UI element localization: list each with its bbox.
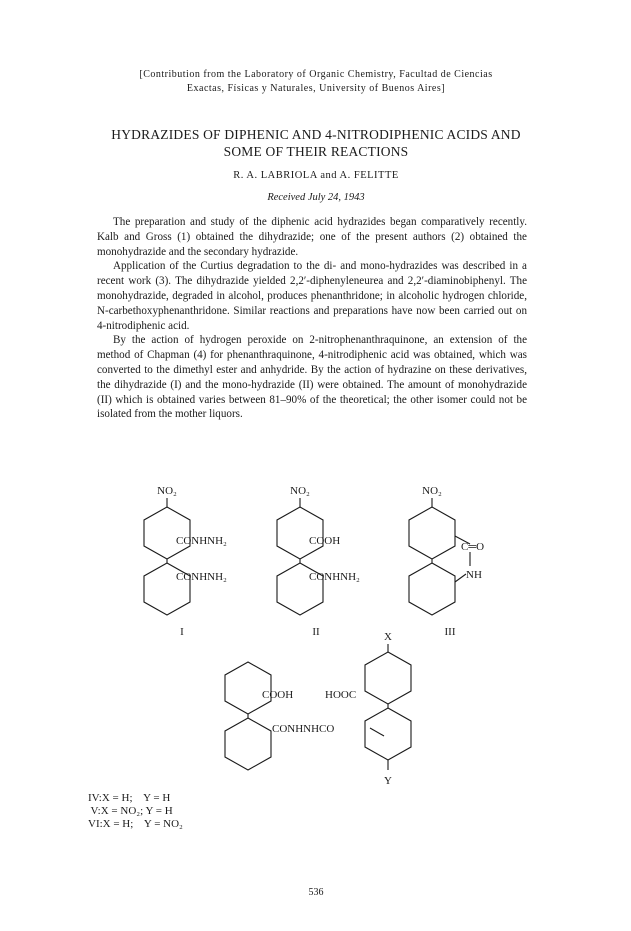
title-line-2: SOME OF THEIR REACTIONS: [223, 144, 409, 159]
structure-II: [277, 485, 360, 638]
structure-II-label: II: [312, 626, 320, 638]
structure-I: [144, 485, 227, 638]
structure-III-ring-top: [409, 507, 455, 559]
structure-IV-cooh: COOH: [262, 689, 294, 701]
structure-IV-x-label: X: [384, 631, 392, 643]
structure-I-label: I: [180, 626, 184, 638]
structure-III-label: III: [444, 626, 456, 638]
chemical-structures: [0, 480, 631, 840]
body-text: [97, 215, 527, 422]
structure-IV-linker: CONHNHCO: [272, 723, 335, 735]
received-date: Received July 24, 1943: [267, 192, 365, 203]
structure-II-ring-top: [277, 507, 323, 559]
legend-row-V: V:X = NO₂; Y = H: [88, 805, 173, 817]
structure-I-sub-upper: CONHNH₂: [176, 535, 227, 547]
structure-II-no2: NO₂: [290, 485, 310, 497]
structure-I-ring-top: [144, 507, 190, 559]
structure-IV-y-label: Y: [384, 775, 392, 787]
structure-I-no2: NO₂: [157, 485, 177, 497]
paragraph-2: Application of the Curtius degradation to the di- and mono-hydrazides was described in a recent work (3). The dihydrazide yielded 2,2′-diphenyleneurea and 2,2′-diaminobiphenyl. The monohydrazide, degraded in alcohol, produces phenanthridone; in alcoholic hydrogen chloride, N-carbethoxyphenanthridone. Similar reactions and preparations have now been carried out on 4-nitrodiphenic acid.: [97, 260, 527, 332]
affiliation-line-2: Exactas, Físicas y Naturales, University of Buenos Aires]: [186, 83, 446, 94]
structure-IV-hooc: HOOC: [325, 689, 357, 701]
page-number: 536: [308, 887, 324, 898]
structure-IV: [225, 631, 411, 787]
legend-row-VI: VI:X = H; Y = NO₂: [88, 818, 183, 830]
title-line-1: HYDRAZIDES OF DIPHENIC AND 4-NITRODIPHENIC ACIDS AND: [111, 127, 521, 142]
affiliation-line-1: [Contribution from the Laboratory of Organic Chemistry, Facultad de Ciencias: [139, 69, 493, 80]
structure-IV-ring-left-bottom: [225, 718, 271, 770]
structure-I-sub-lower: CONHNH₂: [176, 571, 227, 583]
affiliation: [66, 68, 566, 96]
paper-title: [60, 126, 572, 160]
structure-III-carbonyl: C═O: [461, 541, 485, 553]
structure-II-sub-lower: CONHNH₂: [309, 571, 360, 583]
legend-row-IV: IV:X = H; Y = H: [88, 792, 171, 804]
structure-IV-ring-right-bottom: [365, 708, 411, 760]
structure-III-no2: NO₂: [422, 485, 442, 497]
paragraph-1: The preparation and study of the diphenic acid hydrazides began comparatively recently. Kalb and Gross (1) obtained the dihydrazide; one of the present authors (2) obtained the monohydrazide and the secondary hydrazide.: [97, 216, 527, 258]
structure-III-ring-bottom: [409, 563, 455, 615]
structure-III: [409, 485, 484, 638]
structure-II-sub-upper: COOH: [309, 535, 341, 547]
authors: R. A. LABRIOLA and A. FELITTE: [233, 170, 399, 181]
structure-IV-ring-right-top: [365, 652, 411, 704]
paragraph-3: By the action of hydrogen peroxide on 2-nitrophenanthraquinone, an extension of the method of Chapman (4) for phenanthraquinone, 4-nitrodiphenic acid was obtained, which was converted to the dimethyl ester and anhydride. By the action of hydrazine on these derivatives, the dihydrazide (I) and the mono-hydrazide (II) were obtained. The amount of monohydrazide (II) which is obtained varies between 81–90% of the theoretical; the other isomer could not be isolated from the mother liquors.: [97, 334, 527, 421]
structure-III-amine: NH: [466, 569, 482, 581]
compound-legend: [88, 792, 183, 831]
structure-IV-ring-left-top: [225, 662, 271, 714]
